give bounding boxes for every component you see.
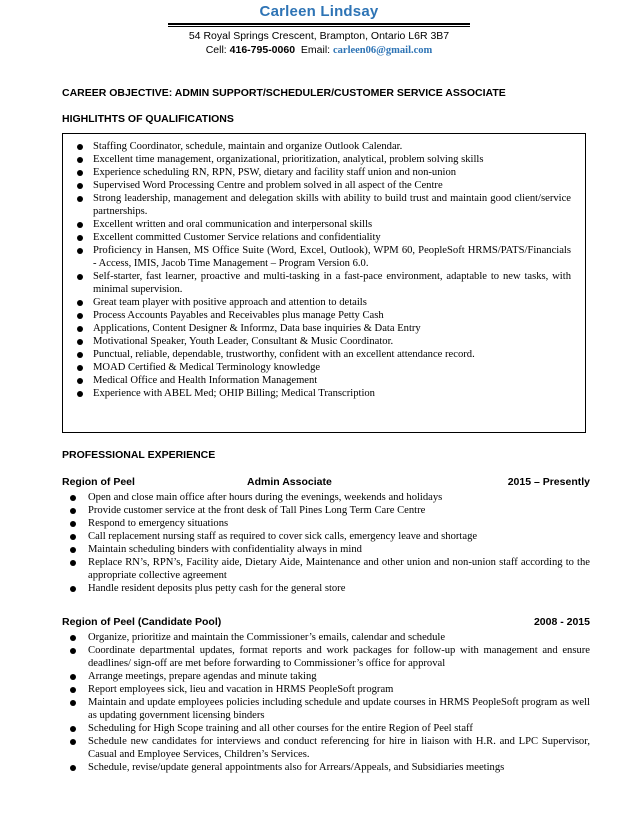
bullet-icon bbox=[70, 765, 76, 771]
bullet-icon bbox=[77, 157, 83, 163]
job-header-candidate-pool bbox=[62, 616, 590, 628]
list-item: Punctual, reliable, dependable, trustworthy, confident with an excellent attendance record. bbox=[77, 348, 571, 361]
list-item: Medical Office and Health Information Management bbox=[77, 374, 571, 387]
email-label: Email: bbox=[300, 44, 331, 56]
list-item: Replace RN’s, RPN’s, Facility aide, Dietary Aide, Maintenance and other union and non-union staff according to the appropriate collective agreement bbox=[70, 556, 590, 582]
job-header-admin-associate bbox=[62, 476, 590, 488]
bullet-icon bbox=[77, 391, 83, 397]
list-item: Arrange meetings, prepare agendas and minute taking bbox=[70, 670, 590, 683]
bullet-icon bbox=[77, 300, 83, 306]
list-item: Process Accounts Payables and Receivables plus manage Petty Cash bbox=[77, 309, 571, 322]
list-item: Call replacement nursing staff as required to cover sick calls, emergency leave and shortage bbox=[70, 530, 590, 543]
list-item: Scheduling for High Scope training and all other courses for the entire Region of Peel staff bbox=[70, 722, 590, 735]
header-rule-thick bbox=[168, 23, 470, 25]
qualifications-list bbox=[77, 140, 571, 400]
list-item: Applications, Content Designer & Informz, Data base inquiries & Data Entry bbox=[77, 322, 571, 335]
list-item: Experience scheduling RN, RPN, PSW, dietary and facility staff union and non-union bbox=[77, 166, 571, 179]
bullet-icon bbox=[77, 352, 83, 358]
list-item: Excellent written and oral communication and interpersonal skills bbox=[77, 218, 571, 231]
list-item: Respond to emergency situations bbox=[70, 517, 590, 530]
bullet-icon bbox=[77, 170, 83, 176]
email-link[interactable]: carleen06@gmail.com bbox=[333, 45, 433, 56]
bullet-icon bbox=[70, 726, 76, 732]
address-line: 54 Royal Springs Crescent, Brampton, Ontario L6R 3B7 bbox=[188, 30, 450, 42]
list-item: Strong leadership, management and delegation skills with ability to build trust and maintain good client/service partnerships. bbox=[77, 192, 571, 218]
contact-line bbox=[0, 43, 638, 58]
list-item: Maintain scheduling binders with confidentiality always in mind bbox=[70, 543, 590, 556]
job-dates: 2008 - 2015 bbox=[533, 616, 590, 628]
bullet-icon bbox=[70, 495, 76, 501]
bullet-icon bbox=[77, 339, 83, 345]
list-item: Organize, prioritize and maintain the Commissioner’s emails, calendar and schedule bbox=[70, 631, 590, 644]
list-item: Self-starter, fast learner, proactive and multi-tasking in a fast-pace environment, adaptable to new tasks, with minimal supervision. bbox=[77, 270, 571, 296]
list-item: Open and close main office after hours during the evenings, weekends and holidays bbox=[70, 491, 590, 504]
cell-number: 416-795-0060 bbox=[229, 44, 296, 56]
bullet-icon bbox=[77, 183, 83, 189]
bullet-icon bbox=[77, 235, 83, 241]
candidate-name: Carleen Lindsay bbox=[259, 3, 379, 20]
list-item: Proficiency in Hansen, MS Office Suite (Word, Excel, Outlook), WPM 60, PeopleSoft HRMS/PATS/Financials - Access, IMIS, Jacob Time Management – Program Version 6.0. bbox=[77, 244, 571, 270]
bullet-icon bbox=[70, 674, 76, 680]
bullet-icon bbox=[77, 378, 83, 384]
bullet-icon bbox=[70, 635, 76, 641]
bullet-icon bbox=[70, 648, 76, 654]
job-employer: Region of Peel (Candidate Pool) bbox=[62, 616, 222, 628]
list-item: Excellent committed Customer Service relations and confidentiality bbox=[77, 231, 571, 244]
qualifications-heading: HIGHLITHTS OF QUALIFICATIONS bbox=[62, 113, 234, 125]
list-item: Handle resident deposits plus petty cash for the general store bbox=[70, 582, 590, 595]
list-item: Great team player with positive approach and attention to details bbox=[77, 296, 571, 309]
bullet-icon bbox=[77, 326, 83, 332]
cell-label: Cell: bbox=[205, 44, 227, 56]
list-item: Motivational Speaker, Youth Leader, Consultant & Music Coordinator. bbox=[77, 335, 571, 348]
bullet-icon bbox=[77, 144, 83, 150]
bullet-icon bbox=[70, 586, 76, 592]
bullet-icon bbox=[70, 547, 76, 553]
list-item: Schedule new candidates for interviews and conduct referencing for hire in liaison with H.R. and LPC Supervisor, Casual and Employee Services, Children’s Services. bbox=[70, 735, 590, 761]
bullet-icon bbox=[70, 521, 76, 527]
bullet-icon bbox=[70, 687, 76, 693]
bullet-icon bbox=[77, 274, 83, 280]
bullet-icon bbox=[70, 739, 76, 745]
bullet-icon bbox=[70, 560, 76, 566]
bullet-icon bbox=[77, 313, 83, 319]
list-item: Maintain and update employees policies including schedule and update courses in HRMS PeopleSoft program as well as updating government licensing binders bbox=[70, 696, 590, 722]
experience-heading: PROFESSIONAL EXPERIENCE bbox=[62, 449, 216, 461]
job-duties-list bbox=[70, 631, 590, 774]
list-item: Coordinate departmental updates, format reports and work packages for follow-up with management and ensure deadlines/ sign-off are met before forwarding to Commissioner’s office for approval bbox=[70, 644, 590, 670]
job-title: Admin Associate bbox=[247, 476, 332, 488]
qualifications-box bbox=[62, 133, 586, 433]
list-item: Excellent time management, organizational, prioritization, analytical, problem solving skills bbox=[77, 153, 571, 166]
bullet-icon bbox=[77, 365, 83, 371]
list-item: MOAD Certified & Medical Terminology knowledge bbox=[77, 361, 571, 374]
list-item: Provide customer service at the front desk of Tall Pines Long Term Care Centre bbox=[70, 504, 590, 517]
bullet-icon bbox=[70, 508, 76, 514]
bullet-icon bbox=[70, 700, 76, 706]
list-item: Staffing Coordinator, schedule, maintain and organize Outlook Calendar. bbox=[77, 140, 571, 153]
list-item: Report employees sick, lieu and vacation in HRMS PeopleSoft program bbox=[70, 683, 590, 696]
list-item: Experience with ABEL Med; OHIP Billing; Medical Transcription bbox=[77, 387, 571, 400]
bullet-icon bbox=[70, 534, 76, 540]
career-objective: CAREER OBJECTIVE: ADMIN SUPPORT/SCHEDULER/CUSTOMER SERVICE ASSOCIATE bbox=[62, 87, 506, 99]
bullet-icon bbox=[77, 248, 83, 254]
header-rule-thin bbox=[168, 26, 470, 27]
bullet-icon bbox=[77, 196, 83, 202]
list-item: Schedule, revise/update general appointments also for Arrears/Appeals, and Subsidiaries meetings bbox=[70, 761, 590, 774]
bullet-icon bbox=[77, 222, 83, 228]
job-duties-list bbox=[70, 491, 590, 595]
list-item: Supervised Word Processing Centre and problem solved in all aspect of the Centre bbox=[77, 179, 571, 192]
job-dates: 2015 – Presently bbox=[507, 476, 590, 488]
job-employer: Region of Peel bbox=[62, 476, 135, 488]
